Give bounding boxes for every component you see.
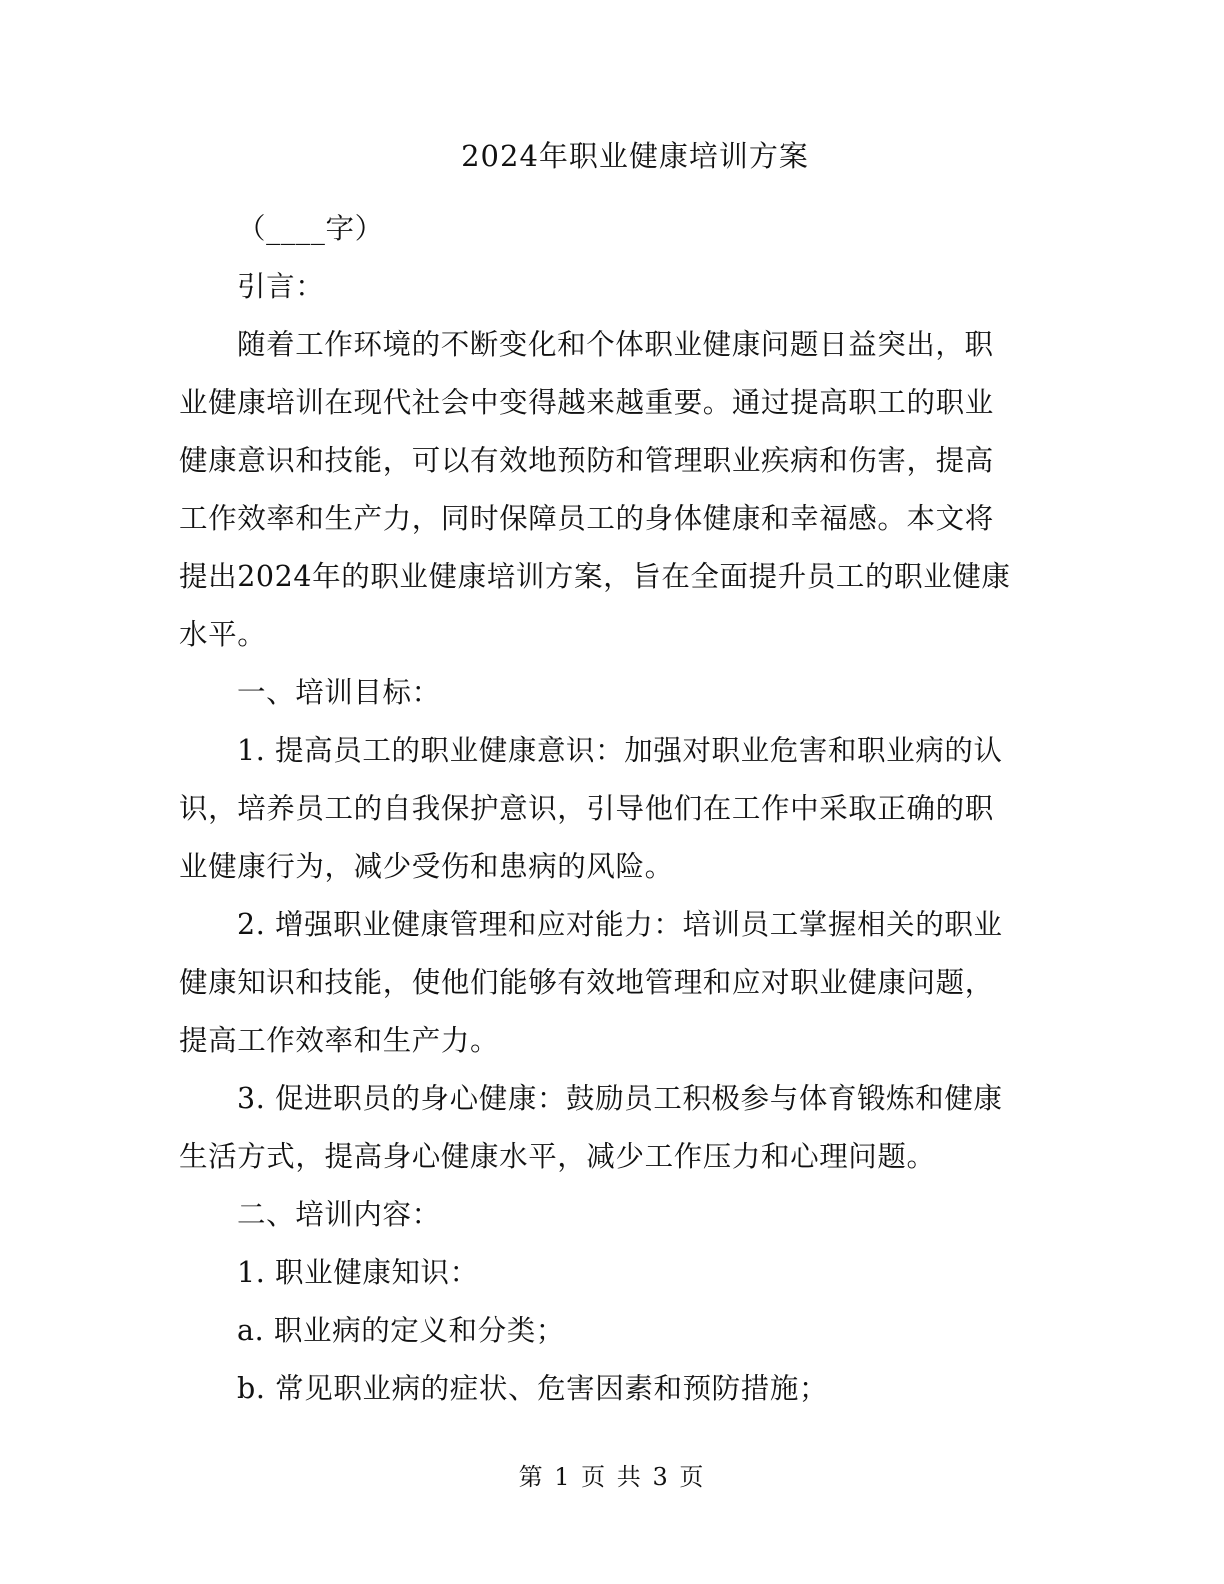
word-count-line: （____字） [237,212,384,245]
goal-3-line: 3. 促进职员的身心健康：鼓励员工积极参与体育锻炼和健康 [237,1082,1003,1115]
document-body [179,200,1035,1418]
goal-2-line: 提高工作效率和生产力。 [179,1024,500,1057]
intro-heading: 引言： [237,270,325,303]
intro-paragraph-line: 提出2024年的职业健康培训方案，旨在全面提升员工的职业健康 [179,560,1011,593]
section-heading-content: 二、培训内容： [237,1198,441,1231]
goal-3-line: 生活方式，提高身心健康水平，减少工作压力和心理问题。 [179,1140,936,1173]
intro-paragraph-line: 水平。 [179,618,267,651]
content-item-1b: b. 常见职业病的症状、危害因素和预防措施； [237,1372,829,1405]
section-heading-goals: 一、培训目标： [237,676,441,709]
content-item-1a: a. 职业病的定义和分类； [237,1314,565,1347]
intro-paragraph-line: 健康意识和技能，可以有效地预防和管理职业疾病和伤害，提高 [179,444,994,477]
intro-paragraph-line: 工作效率和生产力，同时保障员工的身体健康和幸福感。本文将 [179,502,994,535]
content-item-1: 1. 职业健康知识： [237,1256,479,1289]
goal-2-line: 2. 增强职业健康管理和应对能力：培训员工掌握相关的职业 [237,908,1003,941]
intro-paragraph-line: 随着工作环境的不断变化和个体职业健康问题日益突出，职 [237,328,994,361]
document-title: 2024年职业健康培训方案 [461,139,809,173]
goal-2-line: 健康知识和技能，使他们能够有效地管理和应对职业健康问题， [179,966,994,999]
goal-1-line: 识，培养员工的自我保护意识，引导他们在工作中采取正确的职 [179,792,994,825]
goal-1-line: 业健康行为，减少受伤和患病的风险。 [179,850,674,883]
intro-paragraph-line: 业健康培训在现代社会中变得越来越重要。通过提高职工的职业 [179,386,994,419]
goal-1-line: 1. 提高员工的职业健康意识：加强对职业危害和职业病的认 [237,734,1003,767]
page-indicator: 第 1 页 共 3 页 [518,1463,706,1491]
